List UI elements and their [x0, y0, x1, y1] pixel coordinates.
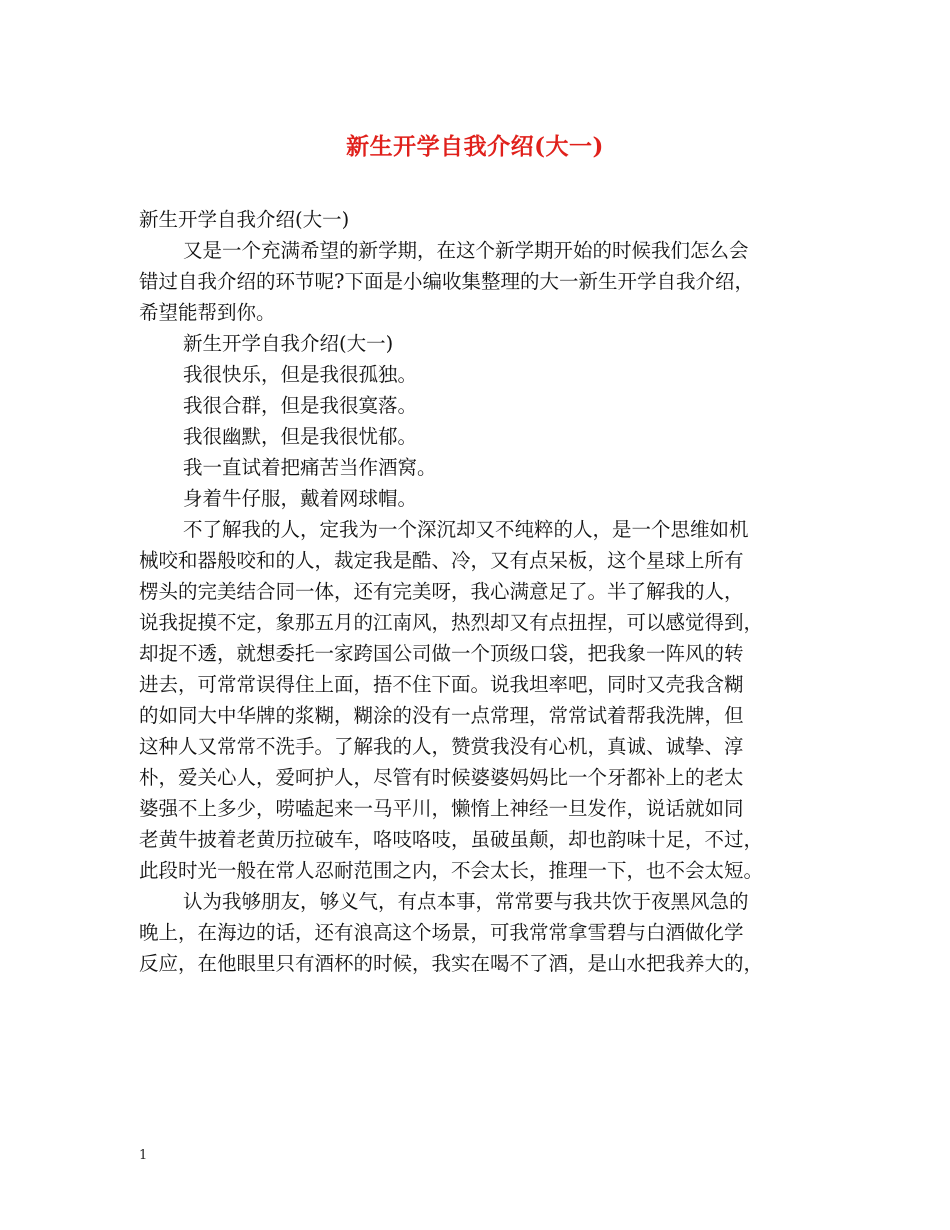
text-line: 不了解我的人，定我为一个深沉却又不纯粹的人，是一个思维如机 [183, 518, 749, 541]
text-line: 又是一个充满希望的新学期，在这个新学期开始的时候我们怎么会 [183, 239, 749, 262]
text-line: 却捉不透，就想委托一家跨国公司做一个顶级口袋，把我象一阵风的转 [139, 642, 744, 665]
text-line: 说我捉摸不定，象那五月的江南风，热烈却又有点扭捏，可以感觉得到， [139, 611, 764, 634]
text-line: 身着牛仔服，戴着网球帽。 [183, 487, 418, 510]
text-line: 这种人又常常不洗手。了解我的人，赞赏我没有心机，真诚、诚挚、淳 [139, 735, 744, 758]
document-title: 新生开学自我介绍(大一) [346, 133, 604, 160]
text-line: 婆强不上多少，唠嗑起来一马平川，懒惰上神经一旦发作，说话就如同 [139, 797, 744, 820]
text-line: 反应，在他眼里只有酒杯的时候，我实在喝不了酒，是山水把我养大的， [139, 952, 764, 975]
text-line: 我很快乐，但是我很孤独。 [183, 363, 418, 386]
text-line: 新生开学自我介绍(大一) [183, 332, 394, 355]
text-line: 楞头的完美结合同一体，还有完美呀，我心满意足了。半了解我的人， [139, 580, 744, 603]
text-line: 的如同大中华牌的浆糊，糊涂的没有一点常理，常常试着帮我洗牌，但 [139, 704, 744, 727]
text-line: 老黄牛披着老黄历拉破车，咯吱咯吱，虽破虽颠，却也韵味十足，不过， [139, 828, 764, 851]
page-number: 1 [139, 1148, 148, 1163]
text-line: 进去，可常常误得住上面，捂不住下面。说我坦率吧，同时又壳我含糊 [139, 673, 744, 696]
document-body [139, 204, 829, 979]
text-line: 械咬和器般咬和的人，裁定我是酷、冷，又有点呆板，这个星球上所有 [139, 549, 744, 572]
text-line: 此段时光一般在常人忍耐范围之内，不会太长，推理一下，也不会太短。 [139, 859, 764, 882]
text-line: 新生开学自我介绍(大一) [139, 208, 350, 231]
text-line: 我很合群，但是我很寞落。 [183, 394, 418, 417]
text-line: 晚上，在海边的话，还有浪高这个场景，可我常常拿雪碧与白酒做化学 [139, 921, 744, 944]
text-line: 我很幽默，但是我很忧郁。 [183, 425, 418, 448]
text-line: 我一直试着把痛苦当作酒窝。 [183, 456, 437, 479]
text-line: 错过自我介绍的环节呢?下面是小编收集整理的大一新生开学自我介绍， [139, 270, 754, 293]
text-line: 希望能帮到你。 [139, 301, 276, 324]
text-line: 认为我够朋友，够义气，有点本事，常常要与我共饮于夜黑风急的 [183, 890, 749, 913]
text-line: 朴，爱关心人，爱呵护人，尽管有时候婆婆妈妈比一个牙都补上的老太 [139, 766, 744, 789]
